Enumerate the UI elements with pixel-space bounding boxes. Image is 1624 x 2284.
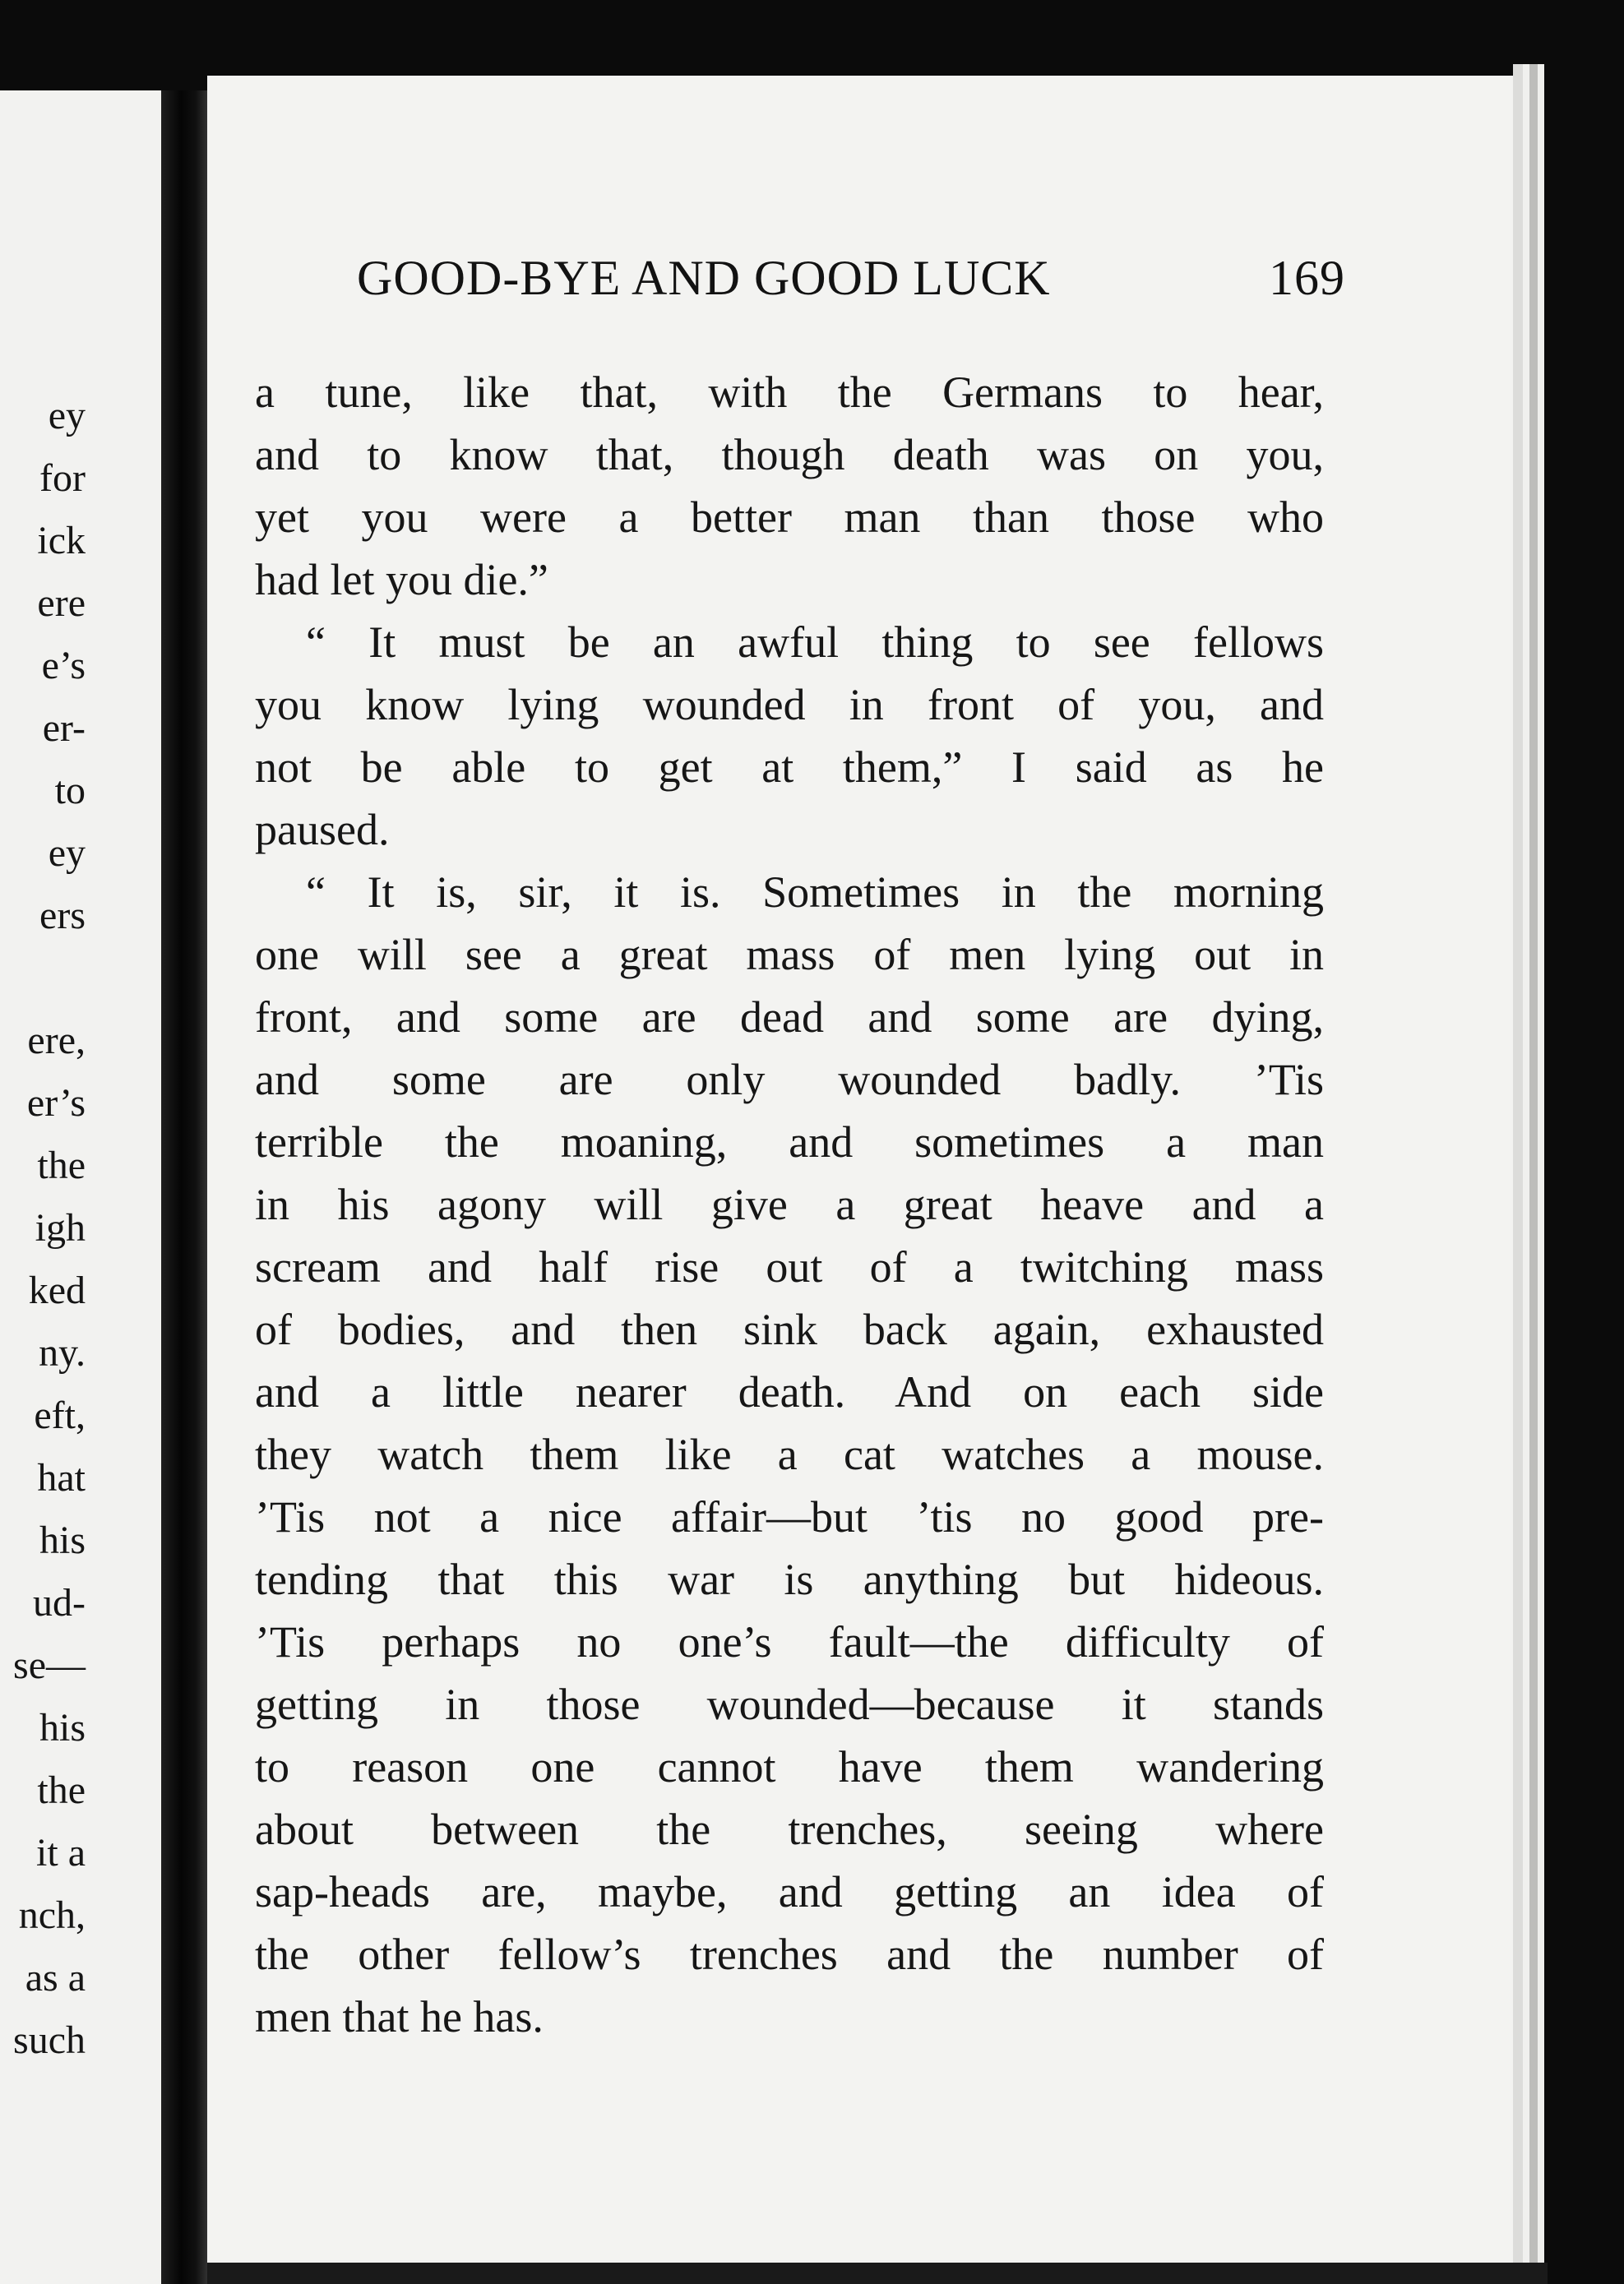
- previous-page-fragment: ers: [39, 894, 86, 937]
- text-line: getting in those wounded—because it stands: [255, 1680, 1324, 1729]
- previous-page-fragment: ny.: [39, 1331, 86, 1375]
- text-line: and to know that, though death was on you,: [255, 430, 1324, 479]
- previous-page-fragment: ere: [37, 581, 86, 625]
- previous-page-fragment: ked: [28, 1269, 86, 1312]
- previous-page-fragment: his: [39, 1706, 86, 1750]
- previous-page-fragment: er-: [42, 706, 86, 750]
- previous-page-fragment: his: [39, 1519, 86, 1562]
- previous-page-fragment: to: [54, 769, 86, 812]
- text-line: terrible the moaning, and sometimes a man: [255, 1117, 1324, 1167]
- text-line: tending that this war is anything but hideous.: [255, 1555, 1324, 1604]
- text-line: scream and half rise out of a twitching mass: [255, 1242, 1324, 1292]
- previous-page-fragment: ey: [48, 394, 86, 437]
- previous-page-fragment: se—: [13, 1644, 86, 1687]
- text-line: ’Tis perhaps no one’s fault—the difficulty of: [255, 1617, 1324, 1667]
- previous-page-fragment: ud-: [33, 1581, 86, 1625]
- page-edge: [1513, 64, 1523, 2276]
- previous-page-fragment: ere,: [27, 1019, 86, 1062]
- text-line: and some are only wounded badly. ’Tis: [255, 1055, 1324, 1104]
- text-line: of bodies, and then sink back again, exhausted: [255, 1305, 1324, 1354]
- text-line: they watch them like a cat watches a mouse.: [255, 1430, 1324, 1479]
- text-line: to reason one cannot have them wandering: [255, 1742, 1324, 1792]
- running-head-title: GOOD-BYE AND GOOD LUCK: [357, 251, 1051, 305]
- text-line: and a little nearer death. And on each side: [255, 1367, 1324, 1417]
- text-line: front, and some are dead and some are dying,: [255, 992, 1324, 1042]
- bottom-shadow: [207, 2263, 1548, 2284]
- previous-page-fragment: ey: [48, 831, 86, 875]
- previous-page-fragment: hat: [37, 1456, 86, 1500]
- previous-page-fragment: ick: [37, 519, 86, 562]
- page-edge: [1523, 64, 1529, 2276]
- text-line: you know lying wounded in front of you, and: [255, 680, 1324, 729]
- previous-page-fragment: for: [39, 456, 86, 500]
- page-number: 169: [1269, 251, 1345, 305]
- previous-page-fragment: it a: [36, 1831, 86, 1875]
- text-line: “ It is, sir, it is. Sometimes in the morning: [306, 867, 1324, 917]
- text-line: the other fellow’s trenches and the number of: [255, 1930, 1324, 1979]
- text-line: yet you were a better man than those who: [255, 492, 1324, 542]
- text-line: in his agony will give a great heave and a: [255, 1180, 1324, 1229]
- running-head: [357, 250, 1345, 316]
- book-gutter: [161, 90, 211, 2284]
- previous-page-fragment: er’s: [26, 1081, 86, 1125]
- text-line: men that he has.: [255, 1992, 544, 2041]
- previous-page-fragment: e’s: [41, 644, 86, 687]
- page-edge: [1538, 64, 1544, 2276]
- previous-page-fragment: igh: [35, 1206, 86, 1250]
- book-page: [207, 76, 1513, 2263]
- previous-page-fragment: the: [37, 1144, 86, 1187]
- text-line: paused.: [255, 805, 390, 854]
- text-line: about between the trenches, seeing where: [255, 1805, 1324, 1854]
- text-line: not be able to get at them,” I said as he: [255, 742, 1324, 792]
- text-line: had let you die.”: [255, 555, 548, 604]
- previous-page-fragment: such: [13, 2018, 86, 2062]
- previous-page-fragment: the: [37, 1768, 86, 1812]
- previous-page-fragment: eft,: [34, 1394, 86, 1437]
- text-line: ’Tis not a nice affair—but ’tis no good pre-: [255, 1492, 1324, 1542]
- text-line: a tune, like that, with the Germans to hear,: [255, 368, 1324, 417]
- text-line: sap-heads are, maybe, and getting an idea of: [255, 1867, 1324, 1916]
- page-edge: [1529, 64, 1538, 2276]
- previous-page-fragment: nch,: [18, 1893, 86, 1937]
- text-line: “ It must be an awful thing to see fellows: [306, 617, 1324, 667]
- text-line: one will see a great mass of men lying out in: [255, 930, 1324, 979]
- previous-page-fragment: as a: [25, 1956, 86, 2000]
- previous-page-edge: [0, 90, 164, 2284]
